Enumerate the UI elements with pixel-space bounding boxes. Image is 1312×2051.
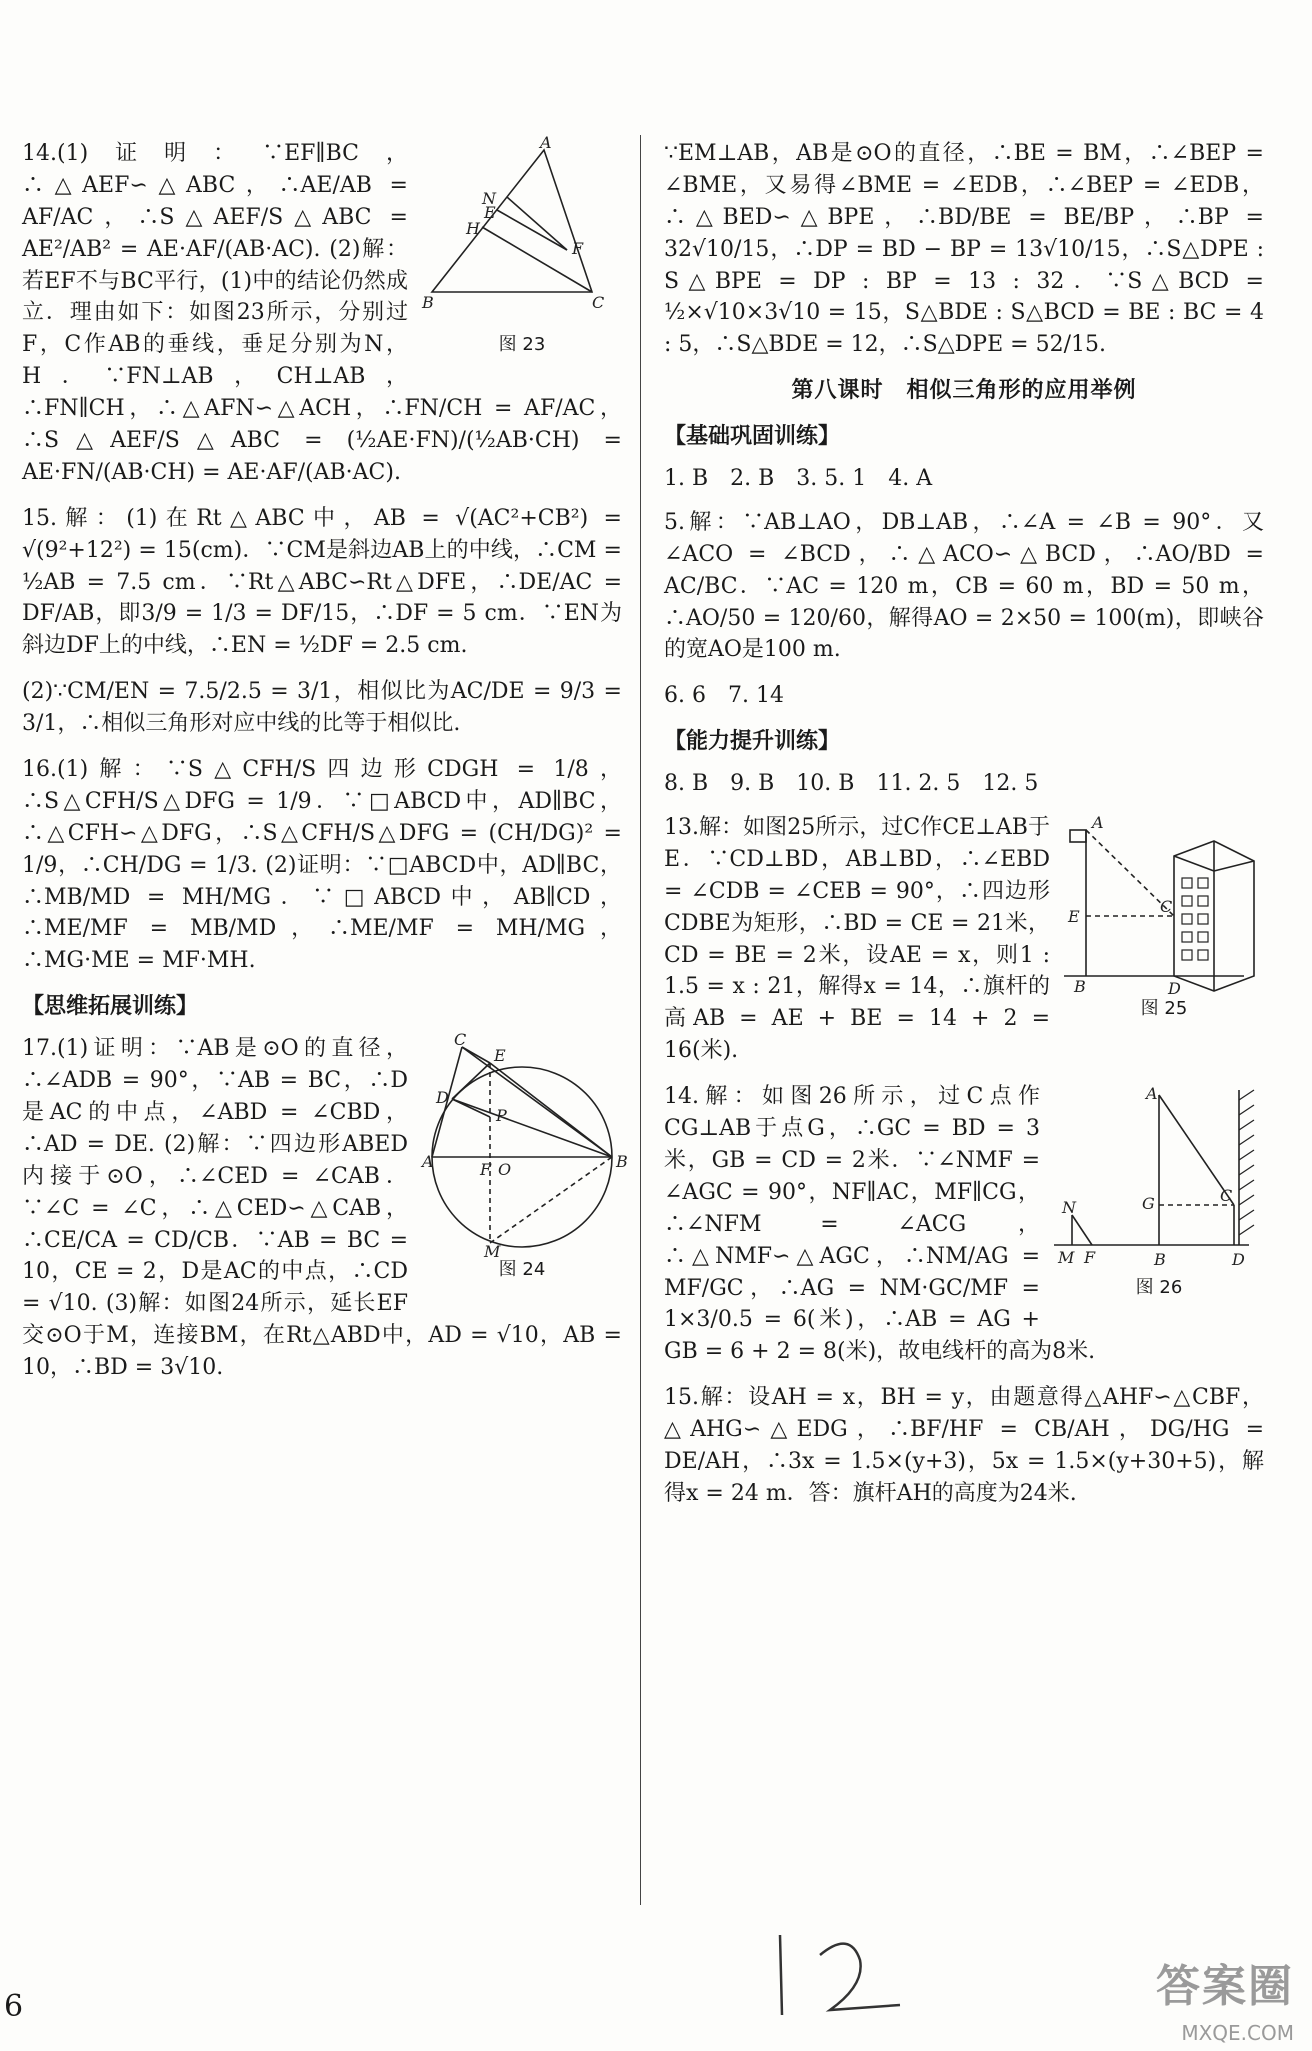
figure-23-diagram xyxy=(422,133,622,332)
left-column xyxy=(22,133,628,1398)
answers-8-12: 8. B 9. B 10. B 11. 2. 5 12. 5 xyxy=(664,771,1039,797)
svg-text:C: C xyxy=(592,293,605,312)
figure-26-diagram xyxy=(1054,1085,1264,1275)
solution-14-right: 14.解：如图26所示，过C点作CG⊥AB于点G，∴GC = BD = 3米，GB = CD = 2米．∵∠NMF = ∠AGC = 90°，NF∥AC，MF∥CG，∴∠NFM = ∠ACG，∴△NMF∽△AGC，∴NM/AG = MF/GC，∴AG = NM·GC/MF = 1×3/0.5 = 6(米)，∴AB = AG + GB = 6 + 2 = 8(米)，故电线杆的高为8米. xyxy=(664,1084,1096,1365)
solution-13: 13.解：如图25所示，过C作CE⊥AB于E．∵CD⊥BD，AB⊥BD，∴∠EBD = ∠CDB = ∠CEB = 90°，∴四边形CDBE为矩形，∴BD = CE = 21米，CD = BE = 2米，设AE = x，则1 : 1.5 = x : 21，解得x = 14，∴旗杆的高AB = AE + BE = 14 + 2 = 16(米). xyxy=(664,815,1050,1064)
right-column xyxy=(664,138,1264,1524)
solution-14: 14.(1)证明：∵EF∥BC，∴△AEF∽△ABC，∴AE/AB = AF/AC，∴S△AEF/S△ABC = AE²/AB² = AE·AF/(AB·AC). (2)解：若EF不与BC平行，(1)中的结论仍然成立．理由如下：如图23所示，分别过F，C作AB的垂线，垂足分别为N，H．∵FN⊥AB，CH⊥AB，∴FN∥CH，∴△AFN∽△ACH，∴FN/CH = AF/AC，∴S△AEF/S△ABC = (½AE·FN)/(½AB·CH) = AE·FN/(AB·CH) = AE·AF/(AB·AC). xyxy=(22,141,622,485)
svg-text:P: P xyxy=(496,1106,507,1126)
svg-text:F: F xyxy=(1084,1248,1096,1268)
figure-25-diagram xyxy=(1064,813,1264,999)
section-heading-basic: 【基础巩固训练】 xyxy=(664,424,841,450)
svg-text:A: A xyxy=(1146,1084,1158,1104)
svg-text:A: A xyxy=(540,133,552,152)
watermark-url: MXQE.COM xyxy=(1181,2020,1294,2045)
svg-text:E: E xyxy=(494,1046,506,1066)
solution-16: 16.(1)解：∵S△CFH/S四边形CDGH = 1/8，∴S△CFH/S△DFG = 1/9．∵□ABCD中，AD∥BC，∴△CFH∽△DFG，∴S△CFH/S△DFG = (CH/DG)² = 1/9，∴CH/DG = 1/3. (2)证明：∵□ABCD中，AD∥BC，∴MB/MD = MH/MG．∵□ABCD中，AB∥CD，∴ME/MF = MB/MD，∴ME/MF = MH/MG，∴MG·ME = MF·MH. xyxy=(22,757,622,974)
handwritten-scribble xyxy=(760,1925,920,2025)
svg-text:D: D xyxy=(436,1088,449,1108)
svg-text:M: M xyxy=(1058,1248,1075,1268)
solution-15-part2: (2)∵CM/EN = 7.5/2.5 = 3/1，相似比为AC/DE = 9/3 = 3/1，∴相似三角形对应中线的比等于相似比. xyxy=(22,679,622,737)
svg-text:A: A xyxy=(422,1152,434,1172)
svg-text:E: E xyxy=(484,203,496,222)
solution-5: 5.解：∵AB⊥AO，DB⊥AB，∴∠A = ∠B = 90°．又∠ACO = ∠BCD，∴△ACO∽△BCD，∴AO/BD = AC/BC．∵AC = 120 m，CB = 60 m，BD = 50 m，∴AO/50 = 120/60，解得AO = 2×50 = 100(m)，即峡谷的宽AO是100 m. xyxy=(664,509,1264,663)
solution-15-part1: 15.解：(1)在Rt△ABC中，AB = √(AC²+CB²) = √(9²+12²) = 15(cm)．∵CM是斜边AB上的中线，∴CM = ½AB = 7.5 cm．∵Rt△ABC∽Rt△DFE，∴DE/AC = DF/AB，即3/9 = 1/3 = DF/15，∴DF = 5 cm．∵EN为斜边DF上的中线，∴EN = ½DF = 2.5 cm. xyxy=(22,505,622,659)
svg-text:F: F xyxy=(572,239,584,258)
page-number: 6 xyxy=(4,1989,24,2024)
svg-text:N: N xyxy=(482,189,496,208)
svg-text:F: F xyxy=(480,1160,492,1180)
svg-text:H: H xyxy=(466,219,480,238)
svg-text:O: O xyxy=(498,1160,512,1180)
svg-text:A: A xyxy=(1092,813,1104,833)
column-divider xyxy=(640,135,641,1905)
svg-text:B: B xyxy=(1074,977,1086,997)
svg-text:G: G xyxy=(1142,1194,1155,1214)
svg-text:M: M xyxy=(484,1242,501,1262)
solution-17: 17.(1)证明：∵AB是⊙O的直径，∴∠ADB = 90°，∵AB = BC，∴D是AC的中点，∠ABD = ∠CBD，∴AD = DE. (2)解：∵四边形ABED内接于⊙O，∴∠CED = ∠CAB．∵∠C = ∠C，∴△CED∽△CAB，∴CE/CA = CD/CB．∵AB = BC = 10，CE = 2，D是AC的中点，∴CD = √10. (3)解：如图24所示，延长EF交⊙O于M，连接BM，在Rt△ABD中，AD = √10，AB = 10，∴BD = 3√10. xyxy=(22,1036,622,1381)
solution-17-continued: ∵EM⊥AB，AB是⊙O的直径，∴BE = BM，∴∠BEP = ∠BME，又易得∠BME = ∠EDB，∴∠BEP = ∠EDB，∴△BED∽△BPE，∴BD/BE = BE/BP，∴BP = 32√10/15，∴DP = BD − BP = 13√10/15，∴S△DPE : S△BPE = DP : BP = 13 : 32．∵S△BCD = ½×√10×3√10 = 15，S△BDE : S△BCD = BE : BC = 4 : 5，∴S△BDE = 12，∴S△DPE = 52/15. xyxy=(664,141,1264,358)
svg-text:B: B xyxy=(422,293,434,312)
figure-26 xyxy=(1054,1085,1264,1301)
lesson-title: 第八课时 相似三角形的应用举例 xyxy=(791,378,1137,404)
svg-text:N: N xyxy=(1062,1198,1076,1218)
svg-text:C: C xyxy=(1220,1186,1233,1206)
figure-23-caption: 图 23 xyxy=(498,334,546,355)
svg-text:D: D xyxy=(1168,979,1181,999)
figure-25 xyxy=(1064,813,1264,1022)
figure-23 xyxy=(422,133,622,358)
section-heading-thinking: 【思维拓展训练】 xyxy=(22,994,199,1020)
svg-text:E: E xyxy=(1068,907,1080,927)
figure-26-caption: 图 26 xyxy=(1135,1277,1183,1299)
figure-24 xyxy=(422,1030,628,1283)
watermark xyxy=(1156,1955,1294,2048)
answers-1-4: 1. B 2. B 3. 5. 1 4. A xyxy=(664,466,933,492)
figure-25-caption: 图 25 xyxy=(1140,998,1188,1020)
solution-15-right: 15.解：设AH = x，BH = y，由题意得△AHF∽△CBF，△AHG∽△EDG，∴BF/HF = CB/AH，DG/HG = DE/AH，∴3x = 1.5×(y+3)，5x = 1.5×(y+30+5)，解得x = 24 m．答：旗杆AH的高度为24米. xyxy=(664,1385,1264,1506)
svg-text:B: B xyxy=(616,1152,628,1172)
svg-text:D: D xyxy=(1232,1250,1245,1270)
answers-6-7: 6. 6 7. 14 xyxy=(664,683,784,709)
svg-text:B: B xyxy=(1154,1250,1166,1270)
svg-text:C: C xyxy=(454,1030,467,1050)
figure-24-caption: 图 24 xyxy=(498,1259,546,1281)
svg-text:C: C xyxy=(1160,897,1173,917)
figure-24-diagram xyxy=(422,1030,628,1262)
section-heading-ability: 【能力提升训练】 xyxy=(664,729,841,755)
watermark-logo: 答案圈 xyxy=(1156,1961,1294,2012)
